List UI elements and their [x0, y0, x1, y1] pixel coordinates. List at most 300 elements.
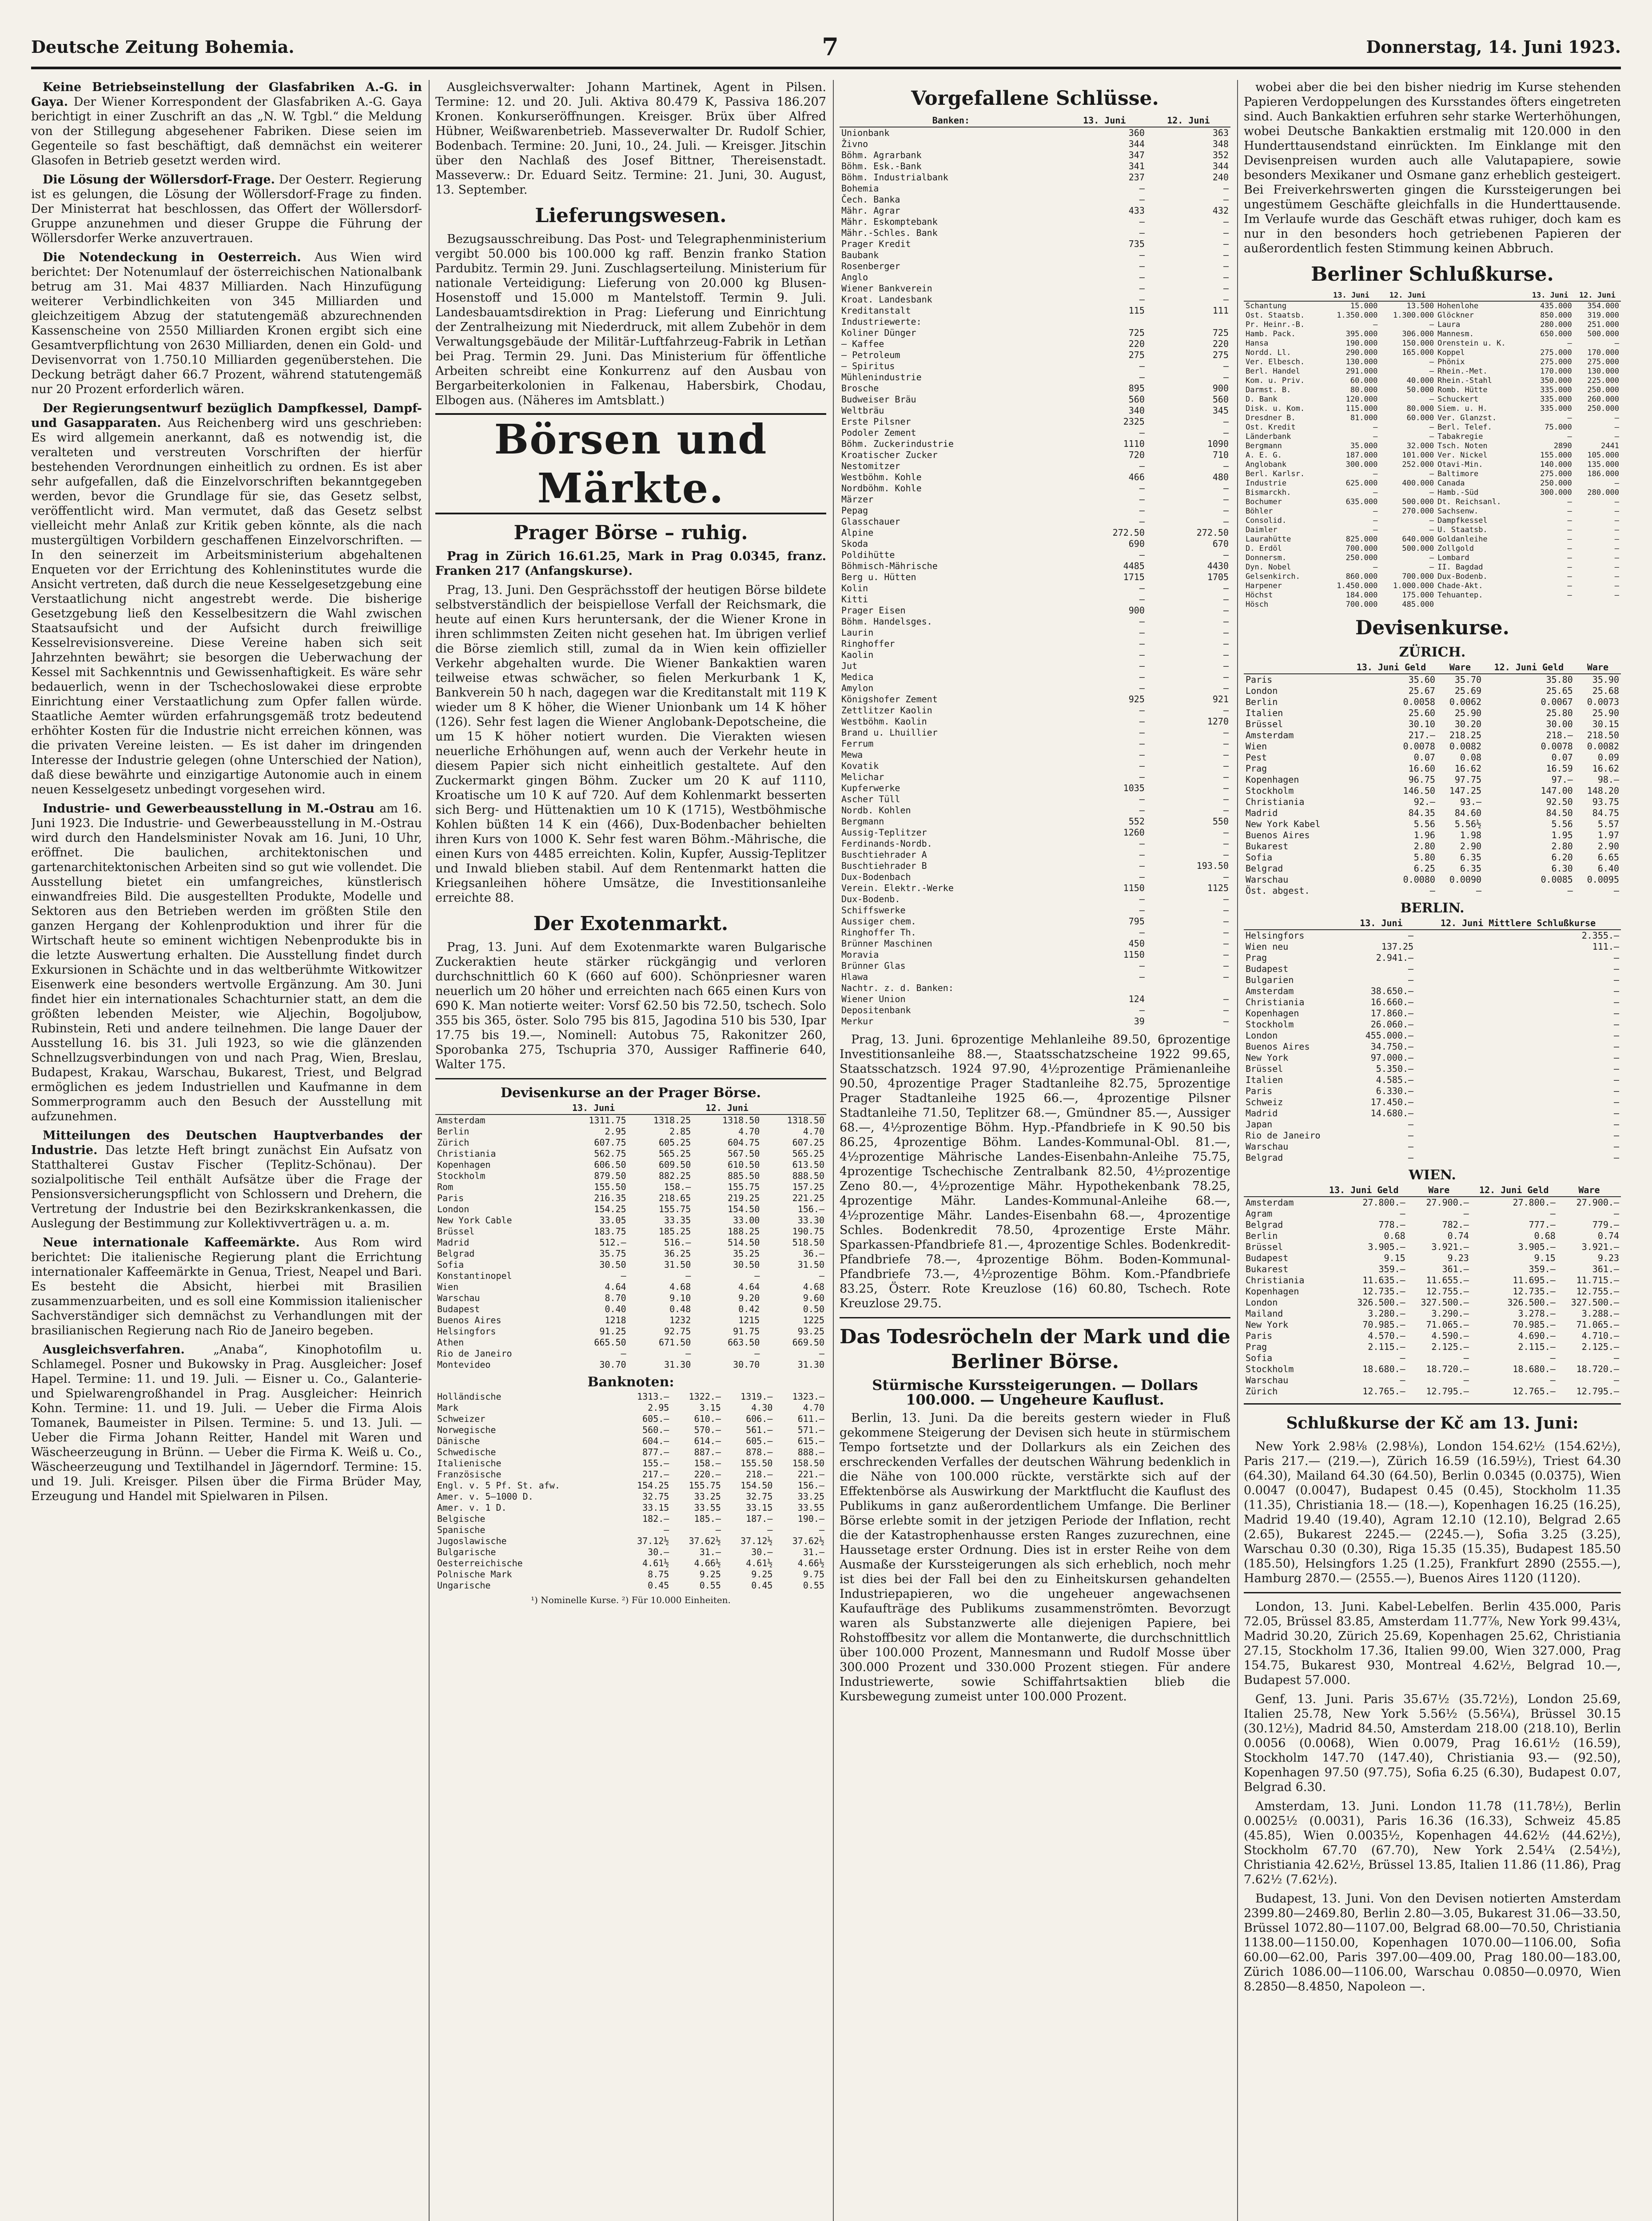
- table-cell: 1.000.000: [1393, 581, 1434, 590]
- table-cell: —: [1613, 1353, 1619, 1363]
- table-header-cell: Ware: [1557, 1184, 1621, 1197]
- table-row: [840, 172, 1230, 183]
- table-cell: 11.715.—: [1576, 1275, 1619, 1286]
- table-cell: Kroatischer Zucker: [841, 450, 938, 460]
- table-cell: Baltimore: [1437, 470, 1479, 478]
- table-row: [435, 1436, 826, 1447]
- table-row: [1244, 997, 1621, 1008]
- table-cell: Brüssel: [437, 1226, 475, 1237]
- table-cell: 217.—: [642, 1469, 669, 1480]
- table-cell: Stockholm: [1246, 1364, 1294, 1374]
- table-row: [1244, 785, 1621, 796]
- table-cell: 219.25: [728, 1193, 760, 1203]
- table-cell: 218.—: [746, 1469, 773, 1480]
- table-row: [1244, 1353, 1621, 1364]
- table-cell: 155.50: [594, 1182, 626, 1192]
- table-cell: —: [1139, 216, 1145, 227]
- zurich-table: [1244, 661, 1621, 896]
- table-cell: 4.68: [669, 1282, 691, 1292]
- table-cell: Nachtr. z. d. Banken:: [841, 983, 954, 993]
- table-cell: 4.30: [751, 1402, 773, 1413]
- table-cell: Glasschauer: [841, 516, 900, 527]
- table-cell: Amsterdam: [437, 1115, 486, 1126]
- table-cell: —: [1223, 216, 1229, 227]
- table-cell: 1232: [669, 1315, 691, 1325]
- table-header-cell: 13. Juni Geld: [1321, 1184, 1407, 1197]
- table-cell: —: [1463, 1353, 1469, 1363]
- table-cell: 0.0080: [1403, 874, 1435, 885]
- table-cell: 1.96: [1413, 830, 1435, 840]
- table-cell: 690: [1128, 538, 1145, 549]
- table-cell: —: [1223, 605, 1229, 616]
- table-cell: Lombard: [1437, 553, 1469, 562]
- table-cell: 186.000: [1587, 470, 1619, 478]
- table-cell: —: [1139, 683, 1145, 693]
- table-row: [435, 1491, 826, 1502]
- table-cell: 30.50: [599, 1259, 626, 1270]
- table-cell: 97.75: [1454, 774, 1482, 785]
- table-cell: 5.56½: [1454, 819, 1482, 829]
- article-title: Die Lösung der Wöllersdorf-Frage.: [43, 173, 275, 187]
- table-cell: —: [819, 1524, 824, 1535]
- article-london: London, 13. Juni. Kabel-Lebelfen. Berlin 435.000, Paris 72.05, Brüssel 83.85, Amsterdam 11.77⅞, New York 99.43¼, Madrid 30.20, Zürich 25.69, Kopenhagen 25.62, Christiania 27.15, Stockholm 17.36, Italien 99.00, Wien 327.000, Prag 154.75, Bukarest 930, Montreal 4.62½, Belgrad 10.—, Budapest 57.000.: [1244, 1600, 1621, 1687]
- table-cell: —: [1429, 525, 1434, 534]
- table-cell: —: [1614, 544, 1619, 553]
- table-cell: 37.62½: [792, 1536, 824, 1546]
- table-row: [840, 749, 1230, 760]
- table-row: [840, 150, 1230, 161]
- table-header-cell: 13. Juni Geld: [1345, 661, 1437, 674]
- table-header-cell: Ware: [1437, 661, 1483, 674]
- table-cell: —: [1613, 952, 1619, 963]
- table-cell: —: [1223, 283, 1229, 294]
- table-cell: Brüssel: [1246, 1242, 1283, 1252]
- table-row: [1244, 975, 1621, 986]
- table-cell: 154.50: [740, 1480, 773, 1491]
- table-row: [1244, 404, 1621, 414]
- table-cell: Jugoslawische: [437, 1536, 507, 1546]
- table-cell: Kupferwerke: [841, 783, 900, 793]
- table-cell: 14.680.—: [1370, 1108, 1414, 1118]
- table-cell: Weltbräu: [841, 405, 884, 416]
- table-cell: 92.—: [1413, 796, 1435, 807]
- table-cell: 101.000: [1402, 451, 1434, 460]
- table-cell: 2.90: [1597, 841, 1619, 852]
- table-cell: 6.25: [1413, 863, 1435, 874]
- table-cell: —: [1139, 372, 1145, 382]
- table-cell: Ver. Glanzst.: [1437, 414, 1497, 422]
- table-cell: 895: [1128, 383, 1145, 394]
- table-cell: 155.75: [728, 1182, 760, 1192]
- table-cell: —: [1613, 1030, 1619, 1041]
- table-cell: —: [1223, 627, 1229, 638]
- table-cell: Bergmann: [1246, 442, 1282, 450]
- table-cell: 2.85: [669, 1126, 691, 1137]
- table-cell: Živno: [841, 139, 868, 149]
- page-header: [31, 27, 1621, 69]
- table-cell: 18.720.—: [1576, 1364, 1619, 1374]
- article-title: Der Regierungsentwurf bezüglich Dampfkessel, Dampf- und Gasapparaten.: [31, 402, 422, 430]
- table-cell: 4430: [1207, 561, 1229, 571]
- table-cell: Nordb. Kohlen: [841, 805, 911, 816]
- table-cell: Bulgarische: [437, 1547, 496, 1557]
- table-cell: 60.000: [1406, 414, 1434, 422]
- table-cell: 32.75: [746, 1491, 773, 1502]
- table-cell: Bukarest: [1246, 841, 1289, 852]
- table-cell: 170.000: [1540, 367, 1572, 376]
- table-row: [1244, 774, 1621, 785]
- table-cell: Jut: [841, 661, 858, 671]
- table-cell: 1.97: [1597, 830, 1619, 840]
- table-cell: —: [1614, 553, 1619, 562]
- table-row: [1244, 1086, 1621, 1097]
- table-cell: 150.000: [1402, 339, 1434, 348]
- table-cell: 8.70: [605, 1293, 626, 1303]
- table-cell: Tabakregie: [1437, 432, 1483, 441]
- table-cell: 80.000: [1350, 386, 1378, 394]
- table-header-cell: [761, 1102, 826, 1114]
- article-body: Aus Wien wird berichtet: Der Notenumlauf der österreichischen Nationalbank betrug am 31. Mai 4837 Milliarden. Nach Hinzufügung weiterer Verbindlichkeiten von 345 Milliarden und gleichzeitigem Abzug der statutengemäß abzurechnenden Kassenscheine von 2550 Milliarden Kronen ergibt sich eine Gesamtverpflichtung von 2630 Milliarden, denen ein Gold- und Devisenvorrat von 1.750.10 Milliarden gegenüberstehen. Die Deckung beträgt daher 66.7 Prozent, während statutengemäß nur 20 Prozent erforderlich wären.: [31, 251, 422, 396]
- issue-date: Donnerstag, 14. Juni 1923.: [1366, 36, 1621, 57]
- table-cell: 25.68: [1592, 685, 1619, 696]
- table-cell: 8.75: [648, 1569, 669, 1580]
- table-cell: Laurahütte: [1246, 535, 1291, 544]
- table-row: [435, 1270, 826, 1282]
- table-row: [1244, 1197, 1621, 1208]
- article-budapest: Budapest, 13. Juni. Von den Devisen notierten Amsterdam 2399.80—2469.80, Berlin 2.80—3.05, Bukarest 31.06—33.50, Brüssel 1072.80—1107.00, Belgrad 68.00—70.50, Christiania 1138.00—1150.00, Kopenhagen 1070.00—1106.00, Sofia 60.00—62.00, Paris 397.00—409.00, Prag 180.00—183.00, Zürich 1086.00—1106.00, Warschau 0.0850—0.0970, Wien 8.2850—8.4850, Napoleon —.: [1244, 1892, 1621, 1994]
- table-cell: 220.—: [694, 1469, 721, 1480]
- table-cell: Belgrad: [1246, 863, 1283, 874]
- table-cell: 97.—: [1551, 774, 1573, 785]
- table-cell: Rhein.-Met.: [1437, 367, 1488, 376]
- table-cell: —: [1613, 1208, 1619, 1219]
- table-row: [840, 994, 1230, 1005]
- table-cell: —: [819, 1270, 824, 1281]
- table-row: [840, 450, 1230, 461]
- table-cell: —: [1139, 727, 1145, 738]
- table-cell: 300.000: [1540, 488, 1572, 497]
- table-cell: 0.0085: [1541, 874, 1573, 885]
- table-row: [840, 327, 1230, 338]
- table-cell: Pest: [1246, 752, 1267, 763]
- table-cell: Disk. u. Kom.: [1246, 404, 1305, 413]
- table-cell: Erste Pilsner: [841, 416, 911, 427]
- table-cell: Helsingfors: [1246, 930, 1305, 941]
- table-cell: 1.300.000: [1393, 311, 1434, 320]
- table-row: [1244, 841, 1621, 852]
- table-header-cell: 12. Juni Mittlere Schlußkurse: [1415, 917, 1621, 930]
- table-row: [435, 1326, 826, 1337]
- table-cell: 30.10: [1408, 719, 1435, 729]
- table-cell: 93.25: [797, 1326, 824, 1337]
- table-cell: 361.—: [1592, 1264, 1619, 1274]
- table-cell: 156.—: [797, 1480, 824, 1491]
- table-row: [840, 971, 1230, 983]
- table-row: [840, 1005, 1230, 1016]
- table-row: [435, 1282, 826, 1293]
- table-row: [1244, 507, 1621, 516]
- table-cell: —: [1373, 488, 1378, 497]
- table-cell: —: [1614, 581, 1619, 590]
- table-header-cell: [435, 1102, 559, 1114]
- table-row: [1244, 525, 1621, 535]
- table-cell: Donnersm.: [1246, 553, 1287, 562]
- table-cell: 2.80: [1551, 841, 1573, 852]
- table-cell: —: [1139, 894, 1145, 904]
- table-row: [840, 783, 1230, 794]
- table-cell: —: [1613, 1119, 1619, 1130]
- table-row: [1244, 752, 1621, 763]
- table-cell: 35.70: [1454, 674, 1482, 685]
- table-header-cell: [628, 1102, 693, 1114]
- table-cell: 31.—: [803, 1547, 824, 1557]
- table-row: [840, 816, 1230, 827]
- table-cell: Kovatik: [841, 760, 879, 771]
- table-row: [435, 1402, 826, 1413]
- table-cell: —: [754, 1270, 760, 1281]
- table-cell: 710: [1212, 450, 1229, 460]
- table-cell: 35.75: [599, 1248, 626, 1259]
- table-cell: 16.60: [1408, 763, 1435, 774]
- table-row: [840, 239, 1230, 250]
- table-cell: —: [1613, 1075, 1619, 1085]
- table-cell: —: [1139, 849, 1145, 860]
- table-cell: Verein. Elektr.-Werke: [841, 883, 954, 893]
- table-row: [840, 361, 1230, 372]
- table-cell: Böhm. Agrarbank: [841, 150, 922, 160]
- table-row: [1244, 311, 1621, 320]
- table-cell: 2.90: [1460, 841, 1482, 852]
- table-cell: Kom. u. Priv.: [1246, 376, 1305, 385]
- table-cell: 1090: [1207, 438, 1229, 449]
- table-header-cell: 12. Juni: [1574, 291, 1621, 301]
- table-header-row: [1244, 661, 1621, 674]
- table-row: [1244, 1219, 1621, 1230]
- table-cell: Zürich: [437, 1137, 470, 1148]
- table-row: [840, 405, 1230, 416]
- article-title: Die Notendeckung in Oesterreich.: [43, 251, 301, 264]
- table-cell: —: [1223, 649, 1229, 660]
- table-cell: 885.50: [728, 1170, 760, 1181]
- table-cell: 31.—: [699, 1547, 721, 1557]
- section-heading-prager-boerse: Prager Börse – ruhig.: [514, 521, 748, 544]
- table-cell: —: [1567, 553, 1572, 562]
- table-cell: 5.56: [1413, 819, 1435, 829]
- article-col1: [31, 172, 422, 246]
- table-cell: 33.25: [694, 1491, 721, 1502]
- table-header-cell: 13. Juni: [1347, 917, 1415, 930]
- table-cell: Paris: [1246, 1086, 1273, 1096]
- table-cell: Kopenhagen: [1246, 1008, 1299, 1019]
- table-cell: —: [1429, 553, 1434, 562]
- article-col1: [31, 250, 422, 397]
- table-cell: 33.05: [599, 1215, 626, 1226]
- table-cell: 700.000: [1345, 544, 1378, 553]
- table-cell: —: [1408, 1130, 1414, 1141]
- table-row: [840, 549, 1230, 561]
- table-cell: 35.80: [1546, 674, 1573, 685]
- table-cell: —: [1139, 716, 1145, 727]
- article-body: Der Oesterr. Regierung ist es gelungen, die Lösung der Wöllersdorf-Frage zu finden. Der Ministerrat hat beschlossen, das Offert der Wöllersdorf-Gruppe anzunehmen und dieser Gruppe die Führung der Wöllersdorfer Werke anzuvertrauen.: [31, 173, 422, 245]
- article-mark: Berlin, 13. Juni. Da die bereits gestern wieder in Fluß gekommene Steigerung der Devisen sich heute in stürmischem Tempo fortsetzte und der Dollarkurs als ein Zeichen des erschreckenden Verfalles der deutschen Währung bedenklich in die Nähe von 100.000 rückte, verstärkte sich auf der Effektenbörse als Auswirkung der Marktflucht die Kauflust des Publikums in ganz außerordentlichem Umfange. Die Berliner Börse erlebte somit in der jetzigen Periode der Inflation, recht die der Katastrophenhausse ersten Ranges zuzurechnen, eine Haussetage erster Ordnung. Dies ist in erster Reihe von dem Ausmaße der Kurssteigerungen als sich erheblich, noch mehr ist dies bei der Fall bei den zu Einheitskursen gehandelten Industriepapieren, wo die ungeheuer angewachsenen Kaufaufträge des Publikums zusammenströmten. Bevorzugt waren als Substanzwerte alle diejenigen Papiere, bei Rohstoffbesitz vor allem die Montanwerte, die durchschnittlich über 100.000 Prozent, Mannesmann und Rudolf Mosse über 300.000 Prozent und 330.000 Prozent stiegen. Für andere Industriewerte, sowie Schiffahrtsaktien blieb die Kursbewegung zumeist unter 100.000 Prozent.: [840, 1411, 1230, 1704]
- table-row: [435, 1425, 826, 1436]
- table-row: [840, 649, 1230, 661]
- table-row: [1244, 320, 1621, 330]
- table-cell: 26.060.—: [1370, 1019, 1414, 1030]
- table-cell: —: [1567, 414, 1572, 422]
- berlin-title: BERLIN.: [1400, 900, 1465, 916]
- table-cell: —: [1139, 494, 1145, 505]
- table-cell: —: [1139, 860, 1145, 871]
- table-cell: Mähr.-Schles. Bank: [841, 227, 938, 238]
- table-cell: 190.75: [792, 1226, 824, 1237]
- table-row: [840, 838, 1230, 849]
- table-cell: Warschau: [437, 1293, 480, 1303]
- table-cell: Polnische Mark: [437, 1569, 512, 1580]
- table-cell: Buenos Aires: [1246, 830, 1310, 840]
- table-row: [1244, 1052, 1621, 1063]
- table-cell: 221.—: [797, 1469, 824, 1480]
- table-row: [840, 494, 1230, 505]
- table-cell: 4.61½: [746, 1558, 773, 1568]
- table-cell: 18.680.—: [1362, 1364, 1405, 1374]
- table-cell: 9.20: [738, 1293, 760, 1303]
- table-cell: 400.000: [1402, 479, 1434, 488]
- table-row: [840, 394, 1230, 405]
- article-mark-continued: wobei aber die bei den bisher niedrig im Kurse stehenden Papieren Verdoppelungen des Kursstandes öfters eingetreten sind. Auch Bankaktien erfuhren sehr starke Werterhöhungen, wobei Deutsche Bankaktien erstmalig mit 120.000 in den Hunderttausendstand einrückten. Im Einklange mit den Devisenpreisen wurden auch alle Valutapapiere, sowie besonders Mexikaner und Osmane ganz erheblich gesteigert. Bei Freiverkehrswerten gingen die Kurssteigerungen bei ungestümem Geschäfte gleichfalls in die Hunderttausende. Im Verlaufe wurde das Geschäft etwas ruhiger, doch kam es nur in den besonders hoch getriebenen Papieren der außerordentlich festen Stimmung keinen Abbruch.: [1244, 80, 1621, 255]
- table-row: [840, 183, 1230, 194]
- table-cell: —: [1614, 535, 1619, 544]
- table-row: [840, 916, 1230, 927]
- table-header-cell: 13. Juni: [559, 1102, 628, 1114]
- table-cell: 147.25: [1449, 785, 1482, 796]
- table-cell: Kreditanstalt: [841, 305, 911, 316]
- table-cell: —: [1139, 627, 1145, 638]
- newspaper-name: Deutsche Zeitung Bohemia.: [31, 36, 295, 57]
- table-cell: —: [1139, 794, 1145, 804]
- table-cell: 193.50: [1196, 860, 1229, 871]
- table-cell: 888.50: [792, 1170, 824, 1181]
- table-row: [840, 772, 1230, 783]
- table-cell: Helsingfors: [437, 1326, 496, 1337]
- table-cell: —: [685, 1348, 691, 1359]
- table-cell: Brünner Glas: [841, 960, 906, 971]
- table-cell: 779.—: [1592, 1219, 1619, 1230]
- table-cell: —: [1373, 525, 1378, 534]
- table-cell: 15.000: [1350, 302, 1378, 310]
- table-cell: 25.90: [1454, 708, 1482, 718]
- table-cell: Laurin: [841, 627, 874, 638]
- table-cell: Poldihütte: [841, 549, 895, 560]
- table-cell: 650.000: [1540, 330, 1572, 338]
- table-cell: Dyn. Nobel: [1246, 563, 1291, 572]
- table-row: [840, 949, 1230, 960]
- table-cell: Böhm. Esk.-Bank: [841, 161, 922, 171]
- table-cell: 84.35: [1408, 808, 1435, 818]
- table-cell: 30.70: [599, 1359, 626, 1370]
- table-cell: —: [1139, 738, 1145, 749]
- table-row: [840, 216, 1230, 227]
- article-col1: [31, 401, 422, 797]
- table-cell: 25.67: [1408, 685, 1435, 696]
- table-cell: —: [1613, 1097, 1619, 1107]
- table-row: [840, 938, 1230, 949]
- table-header-cell: 12. Juni: [693, 1102, 761, 1114]
- table-cell: Berlin: [1246, 697, 1278, 707]
- table-cell: 84.75: [1592, 808, 1619, 818]
- table-cell: —: [1223, 683, 1229, 693]
- table-cell: —: [1139, 549, 1145, 560]
- table-cell: 1318.50: [787, 1115, 824, 1126]
- table-cell: —: [1139, 505, 1145, 516]
- table-cell: 250.000: [1587, 386, 1619, 394]
- table-cell: Bulgarien: [1246, 975, 1294, 985]
- table-cell: Amylon: [841, 683, 874, 693]
- table-row: [840, 316, 1230, 327]
- table-cell: —: [1373, 423, 1378, 432]
- table-cell: 156.—: [797, 1204, 824, 1214]
- table-cell: —: [1223, 516, 1229, 527]
- table-cell: —: [1223, 549, 1229, 560]
- table-cell: 183.75: [594, 1226, 626, 1237]
- table-cell: —: [1408, 975, 1414, 985]
- table-row: [840, 983, 1230, 994]
- table-cell: Paris: [1246, 1330, 1273, 1341]
- table-cell: 0.0073: [1587, 697, 1619, 707]
- section-heading-schluesse: Vorgefallene Schlüsse.: [911, 87, 1159, 110]
- table-cell: —: [1614, 563, 1619, 572]
- table-cell: 1319.—: [740, 1391, 773, 1402]
- table-cell: Höchst: [1246, 591, 1273, 600]
- table-cell: Böhmisch-Mährische: [841, 561, 938, 571]
- table-cell: 218.—: [1546, 730, 1573, 740]
- article-body: am 16. Juni 1923. Die Industrie- und Gewerbeausstellung in M.-Ostrau wird durch den Handelsminister Novak am 16. Juni, 10 Uhr, eröffnet. Die baulichen, architektonischen und gartenarchitektonischen Arbeiten sind so gut wie vollendet. Die Ausstellung bietet ein umfangreiches, künstlerisch einwandfreies Bild. Die ausgestellten Produkte, Modelle und Sektoren aus den Betrieben werden im größten Stile den ganzen Hergang der Kohlenproduktion und ihrer für die Wirtschaft heute so eminent wichtigen Nebenprodukte bis in die letzte Auswertung erhalten. Die Ausstellung findet durch Exkursionen in Schächte und in das weltberühmte Witkowitzer Eisenwerk eine besonders wertvolle Ergänzung. Am 30. Juni findet hier ein internationales Schachturnier statt, an dem die größten lebenden Meister, wie Aljechin, Bogoljubow, Rubinstein, Reti und andere teilnehmen. Die lange Dauer der Ausstellung 16. bis 31. Juli 1923, so wie die glänzenden Schnellzugsverbindungen von und nach Prag, Wien, Breslau, Budapest, Krakau, Warschau, Bukarest, Triest, und Belgrad ermöglichen es jedem Industriellen und Kaufmanne in dem Sommerprogramm auch den Besuch der Ausstellung mit aufzunehmen.: [31, 802, 422, 1123]
- table-cell: 345: [1212, 405, 1229, 416]
- table-cell: 921: [1212, 694, 1229, 705]
- table-cell: Prager Eisen: [841, 605, 906, 616]
- table-cell: 4.66½: [797, 1558, 824, 1568]
- table-row: [435, 1226, 826, 1237]
- schluesse-table: [840, 115, 1230, 1027]
- table-cell: —: [1139, 361, 1145, 371]
- table-row: [1244, 830, 1621, 841]
- table-cell: —: [767, 1524, 773, 1535]
- column-rule: [1237, 80, 1238, 2221]
- table-cell: —: [1613, 1063, 1619, 1074]
- table-cell: 9.23: [1597, 1253, 1619, 1263]
- table-cell: 671.50: [659, 1337, 691, 1348]
- table-cell: 155.000: [1540, 451, 1572, 460]
- table-header-cell: 13. Juni: [1527, 291, 1574, 301]
- table-cell: —: [1223, 672, 1229, 682]
- table-cell: 11.655.—: [1426, 1275, 1469, 1286]
- table-cell: 354.000: [1587, 302, 1619, 310]
- table-cell: 35.90: [1592, 674, 1619, 685]
- table-cell: 218.65: [659, 1193, 691, 1203]
- table-row: [435, 1337, 826, 1348]
- table-cell: Anglo: [841, 272, 868, 283]
- table-cell: —: [1429, 320, 1434, 329]
- table-cell: Ungarische: [437, 1580, 491, 1591]
- table-row: [1244, 367, 1621, 376]
- table-cell: Öst. abgest.: [1246, 885, 1310, 896]
- table-cell: Amsterdam: [1246, 730, 1294, 740]
- table-cell: —: [1139, 1005, 1145, 1015]
- table-cell: Stockholm: [437, 1170, 486, 1181]
- table-cell: Koliner Dünger: [841, 327, 916, 338]
- table-cell: 27.800.—: [1513, 1197, 1556, 1208]
- table-cell: Böhm. Handelsges.: [841, 616, 932, 627]
